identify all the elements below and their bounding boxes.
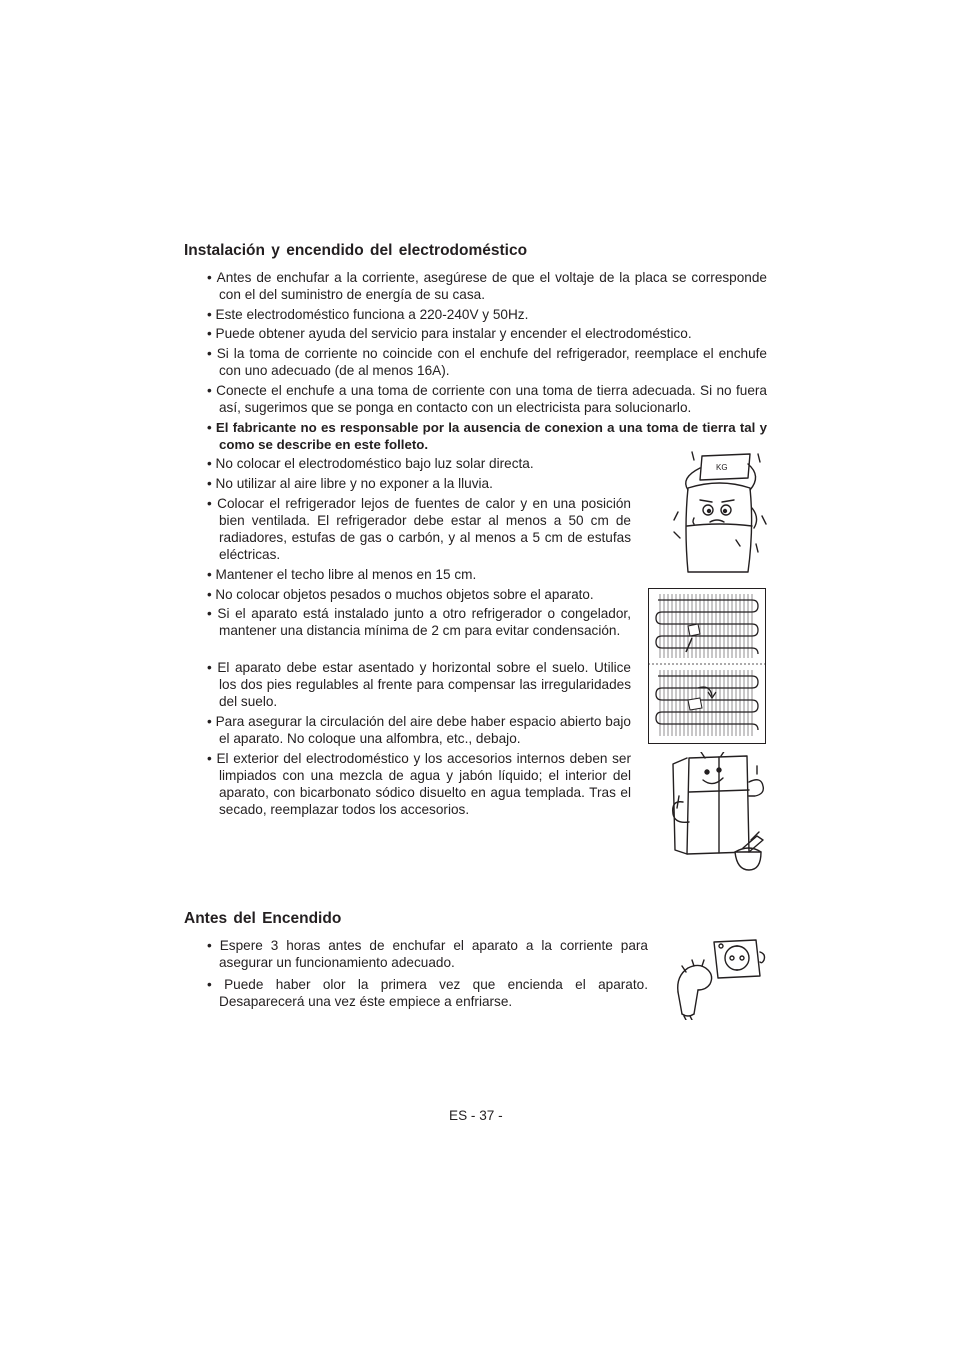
bullet-plug: • Si la toma de corriente no coincide con el enchufe del refrigerador, reemplace el enchufe con uno adecuado (de al menos 16A). <box>207 345 767 379</box>
page-number: ES - 37 - <box>449 1108 503 1123</box>
bullet-level: • El aparato debe estar asentado y horizontal sobre el suelo. Utilice los dos pies regulables al frente para compensar las irregularidades del suelo. <box>207 659 631 710</box>
box-label: KG <box>716 463 728 472</box>
bullet-voltage: • Antes de enchufar a la corriente, asegúrese de que el voltaje de la placa se corresponde con el del suministro de energía de su casa. <box>207 269 767 303</box>
section-title-before-startup: Antes del Encendido <box>184 910 342 927</box>
bullet-air-circulation: • Para asegurar la circulación del aire debe haber espacio abierto bajo el aparato. No coloque una alfombra, etc., debajo. <box>207 713 631 747</box>
socket-plug-illustration <box>672 936 770 1020</box>
condenser-diagram <box>648 588 766 744</box>
bullet-frequency: • Este electrodoméstico funciona a 220-240V y 50Hz. <box>207 306 767 323</box>
bullet-distance: • Si el aparato está instalado junto a otro refrigerador o congelador, mantener una distancia mínima de 2 cm para evitar condensación. <box>207 605 631 639</box>
bullet-first-odor: • Puede haber olor la primera vez que encienda el aparato. Desaparecerá una vez éste empiece a enfriarse. <box>207 976 648 1010</box>
bullet-heat-sources: • Colocar el refrigerador lejos de fuentes de calor y en una posición bien ventilada. El refrigerador debe estar al menos a 50 cm de radiadores, estufas de gas o carbón, y al menos a 5 cm de estufas eléctricas. <box>207 495 631 563</box>
bullet-outdoor: • No utilizar al aire libre y no exponer a la lluvia. <box>207 475 637 492</box>
bullet-wait-three-hours: • Espere 3 horas antes de enchufar el aparato a la corriente para asegurar un funcionamiento adecuado. <box>207 937 648 971</box>
cleaning-fridge-illustration <box>665 752 769 876</box>
bullet-sunlight: • No colocar el electrodoméstico bajo luz solar directa. <box>207 455 637 472</box>
bullet-heavy-objects: • No colocar objetos pesados o muchos objetos sobre el aparato. <box>207 586 648 603</box>
bullet-ceiling: • Mantener el techo libre al menos en 15 cm. <box>207 566 631 583</box>
bullet-manufacturer-warning: • El fabricante no es responsable por la ausencia de conexion a una toma de tierra tal y como se describe en este folleto. <box>207 419 767 453</box>
bullet-service: • Puede obtener ayuda del servicio para instalar y encender el electrodoméstico. <box>207 325 767 342</box>
hot-fridge-illustration <box>670 448 770 576</box>
bullet-earth: • Conecte el enchufe a una toma de corriente con una toma de tierra adecuada. Si no fuera así, sugerimos que se ponga en contacto con un electricista para solucionarlo. <box>207 382 767 416</box>
bullet-cleaning: • El exterior del electrodoméstico y los accesorios internos deben ser limpiados con una mezcla de agua y jabón líquido; el interior del aparato, con bicarbonato sódico disuelto en agua templada. Tras el secado, reemplazar todos los accesorios. <box>207 750 631 818</box>
section-title-installation: Instalación y encendido del electrodoméstico <box>184 242 528 259</box>
